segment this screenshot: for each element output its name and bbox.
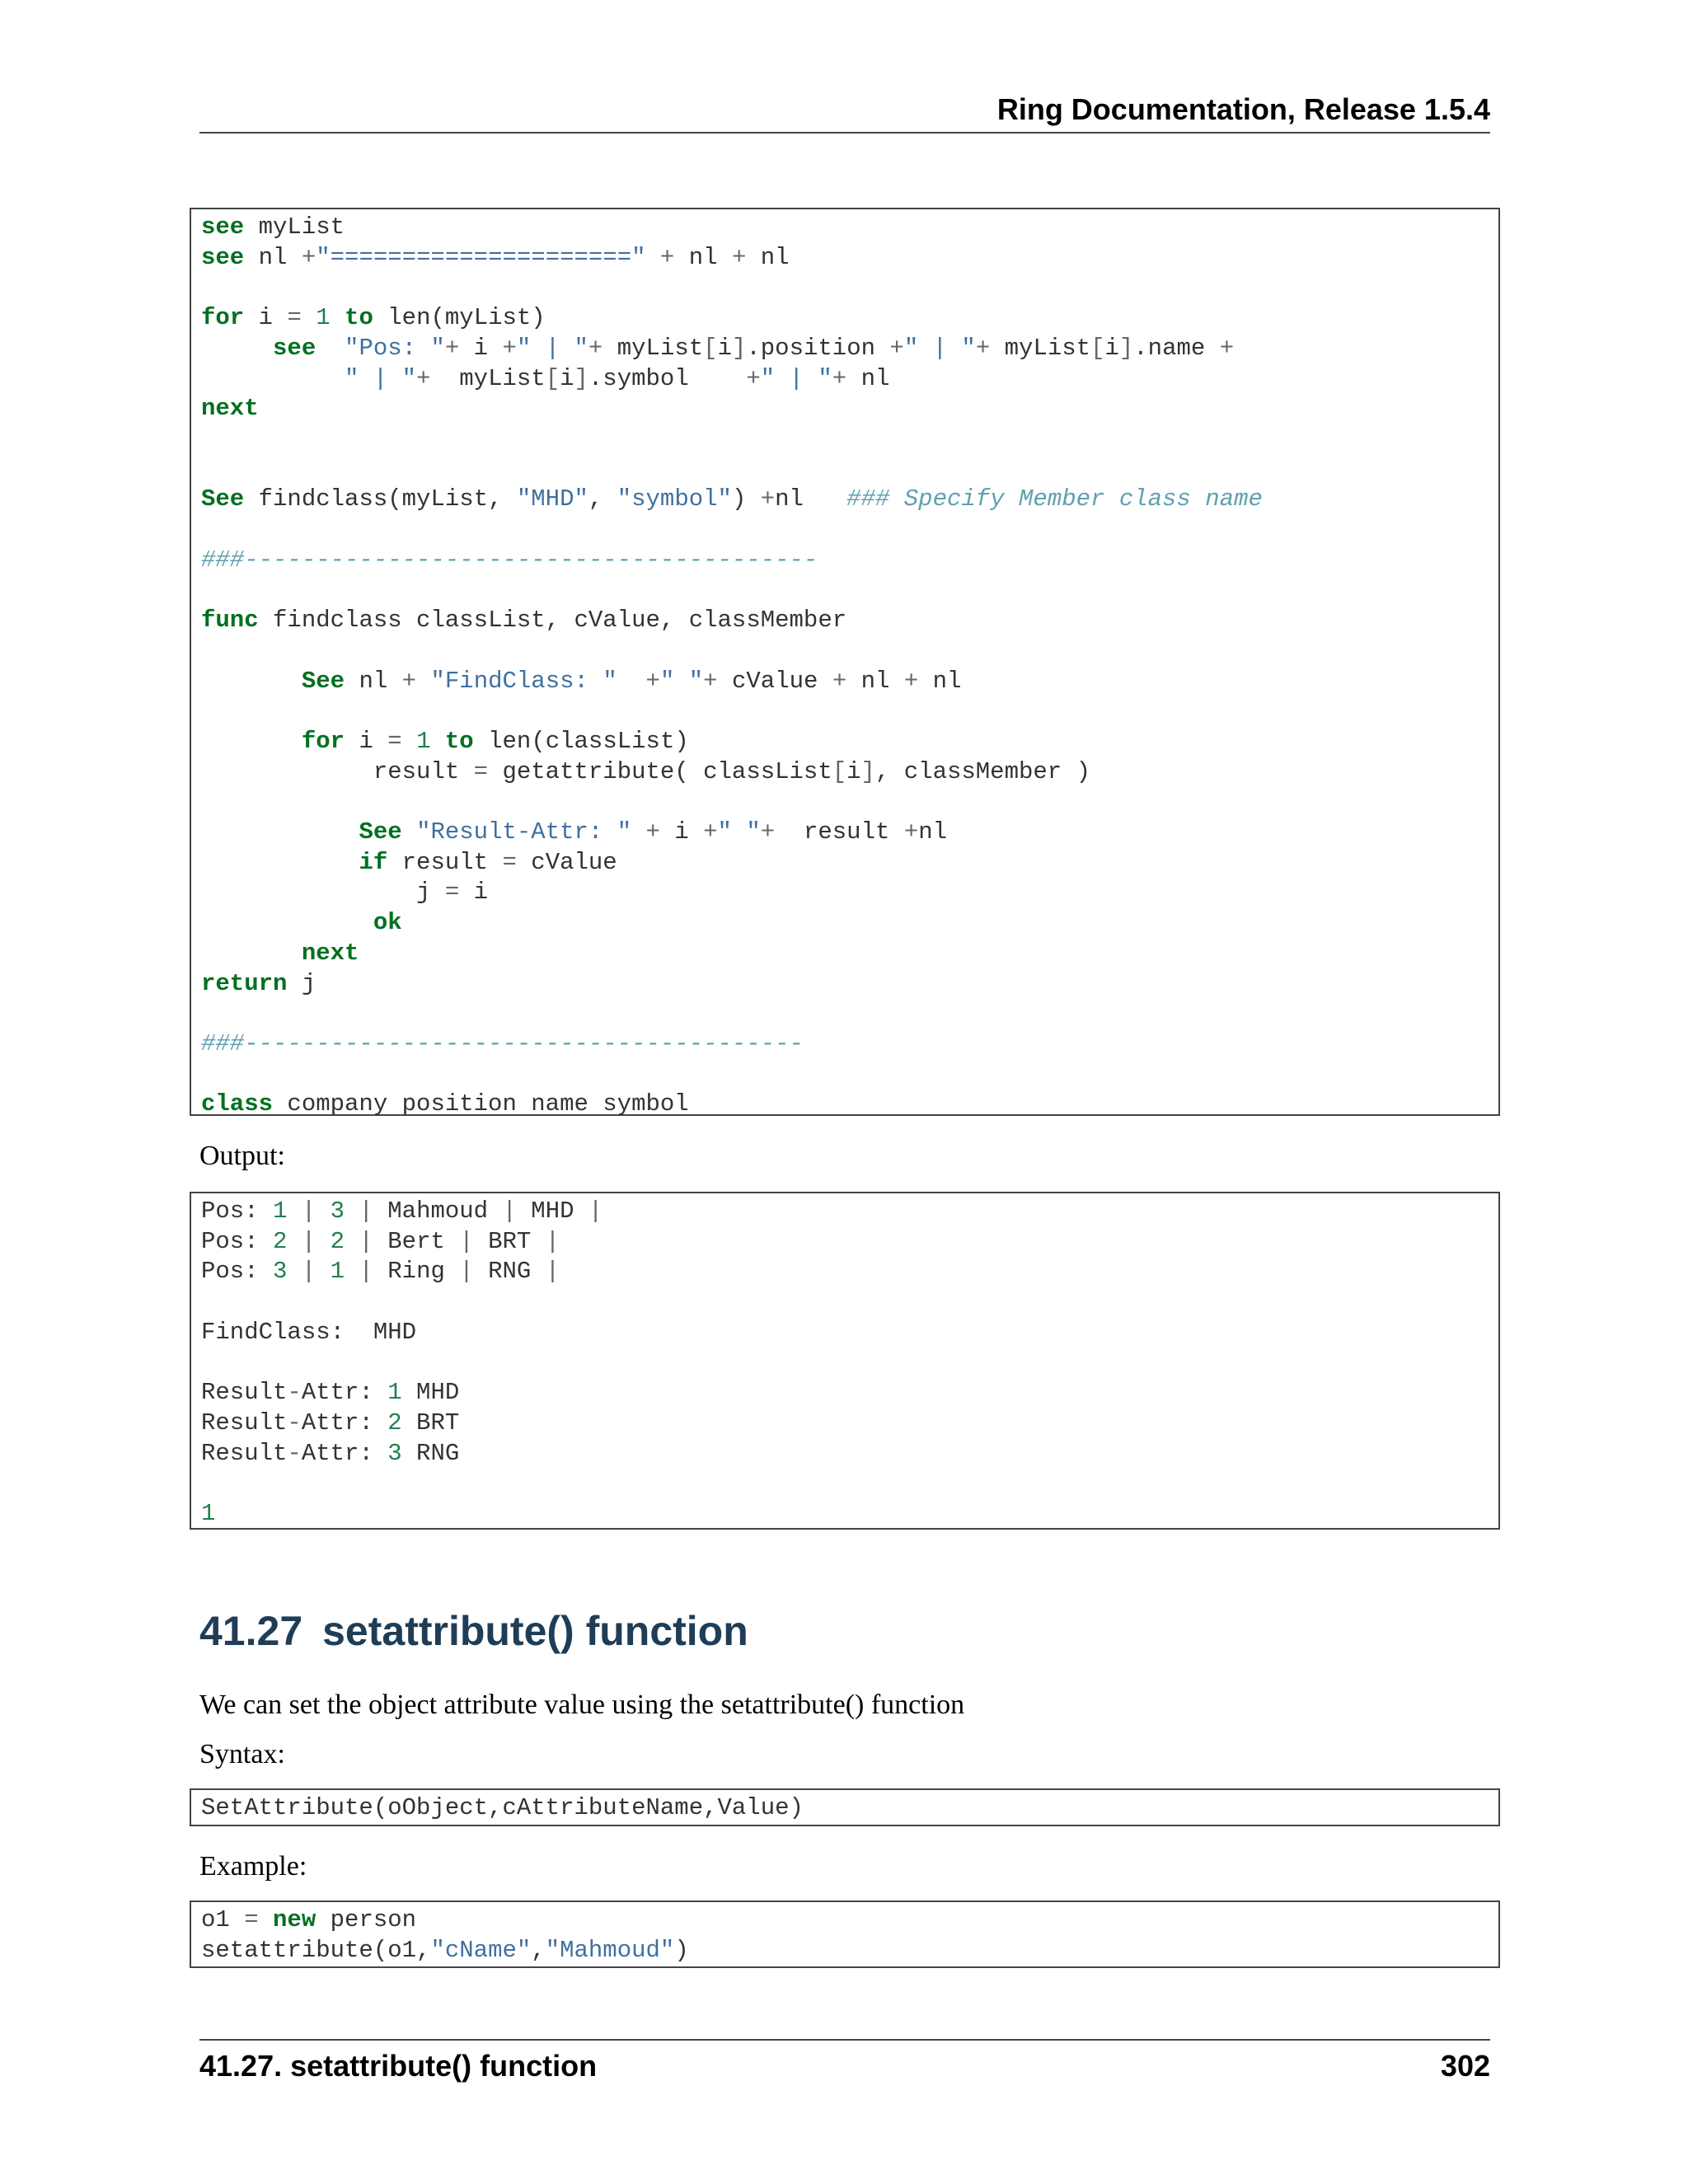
code-keyword: to (444, 727, 474, 755)
output-block (190, 1192, 1500, 1530)
code-comment: ###---------------------------------------- (201, 546, 818, 574)
code-line: o1 = new person (201, 1906, 417, 1933)
code-line: Pos: 3 | 1 | Ring | RNG | (201, 1258, 560, 1286)
code-operator: | (502, 1197, 517, 1225)
code-operator: [ (1090, 334, 1105, 362)
syntax-code (191, 1790, 1498, 1824)
code-operator: ] (1118, 334, 1134, 362)
code-string: "cName" (430, 1936, 532, 1964)
code-operator: + (401, 667, 417, 695)
code-operator: | (588, 1197, 603, 1225)
code-listing (191, 209, 1498, 1120)
example-label: Example: (199, 1851, 307, 1882)
code-operator: ] (860, 757, 875, 785)
code-keyword: ok (373, 909, 402, 937)
code-line: result = getattribute( classList[i], classMember ) (201, 757, 1090, 785)
code-line: if result = cValue (359, 848, 617, 876)
code-string: "symbol" (617, 485, 732, 513)
code-line: SetAttribute(oObject,cAttributeName,Value) (201, 1794, 804, 1821)
code-keyword: see (201, 243, 245, 271)
section-heading (199, 1607, 748, 1655)
code-operator: + (703, 818, 718, 846)
code-operator: + (731, 243, 747, 271)
code-operator: + (832, 364, 847, 392)
code-operator: [ (703, 334, 718, 362)
code-operator: = (502, 848, 517, 876)
code-number: 1 (330, 1258, 345, 1286)
code-keyword: See (301, 667, 345, 695)
code-operator: = (387, 727, 402, 755)
code-operator: [ (832, 757, 847, 785)
code-line: " | "+ myList[i].symbol +" | "+ nl (345, 364, 890, 392)
code-line: for i = 1 to len(classList) (301, 727, 689, 755)
code-string: " " (717, 818, 761, 846)
code-operator: + (1219, 334, 1235, 362)
code-line (201, 395, 259, 422)
code-keyword: if (359, 848, 388, 876)
code-operator: | (359, 1258, 373, 1286)
code-operator: = (287, 304, 302, 332)
code-operator: | (301, 1227, 316, 1255)
code-keyword: See (359, 818, 402, 846)
code-operator: ] (731, 334, 747, 362)
output-label: Output: (199, 1141, 285, 1171)
running-header (199, 92, 1490, 134)
code-operator: + (903, 818, 919, 846)
code-string: " | " (760, 364, 832, 392)
code-number: 1 (273, 1197, 288, 1225)
code-keyword: See (201, 485, 245, 513)
code-number: 2 (330, 1227, 345, 1255)
code-line: see "Pos: "+ i +" | "+ myList[i].position +" | "+ myList[i].name + (273, 334, 1235, 362)
code-line: See "Result-Attr: " + i +" "+ result +nl (359, 818, 948, 846)
code-operator: - (287, 1439, 302, 1467)
code-line (201, 1500, 215, 1527)
code-operator: | (301, 1258, 316, 1286)
code-line (201, 546, 818, 574)
code-line: Pos: 2 | 2 | Bert | BRT | (201, 1227, 560, 1255)
code-line (201, 940, 359, 967)
code-line: j = i (201, 879, 489, 907)
code-line: func findclass classList, cValue, classMember (201, 607, 847, 635)
code-operator: + (502, 334, 517, 362)
code-operator: = (473, 757, 489, 785)
code-string: "Mahmoud" (545, 1936, 675, 1964)
code-operator: + (645, 667, 660, 695)
code-keyword: see (201, 213, 245, 241)
code-operator: + (832, 667, 847, 695)
code-string: "FindClass: " (430, 667, 617, 695)
code-operator: + (975, 334, 991, 362)
code-number: 2 (387, 1408, 402, 1436)
code-operator: + (746, 364, 761, 392)
code-keyword: see (273, 334, 316, 362)
code-keyword: return (201, 969, 288, 997)
code-number: 3 (387, 1439, 402, 1467)
footer-section: 41.27. setattribute() function (199, 2049, 598, 2083)
code-block-findclass (190, 208, 1500, 1116)
section-number: 41.27 (199, 1608, 303, 1654)
code-operator: ] (574, 364, 588, 392)
code-keyword: func (201, 607, 259, 635)
syntax-label: Syntax: (199, 1739, 285, 1769)
code-operator: | (545, 1227, 560, 1255)
code-operator: | (359, 1197, 373, 1225)
code-line: see myList (201, 213, 345, 241)
code-number: 1 (387, 1379, 402, 1407)
code-operator: + (760, 818, 776, 846)
code-line: Result-Attr: 2 BRT (201, 1408, 460, 1436)
code-keyword: next (201, 395, 259, 423)
code-operator: + (703, 667, 718, 695)
code-line: setattribute(o1,"cName","Mahmoud") (201, 1936, 689, 1964)
code-number: 1 (316, 304, 331, 332)
code-string: " | " (345, 364, 417, 392)
code-string: " " (659, 667, 704, 695)
code-number: 1 (416, 727, 431, 755)
section-title: setattribute() function (322, 1608, 748, 1654)
code-string: "=====================" (316, 243, 646, 271)
code-operator: + (903, 667, 919, 695)
code-line: Result-Attr: 3 RNG (201, 1439, 460, 1467)
code-line: Result-Attr: 1 MHD (201, 1379, 460, 1407)
code-number: 3 (273, 1258, 288, 1286)
code-number: 1 (201, 1500, 216, 1528)
code-keyword: to (345, 304, 373, 332)
code-operator: | (359, 1227, 373, 1255)
code-keyword: new (273, 1906, 316, 1933)
code-string: "Result-Attr: " (416, 818, 632, 846)
code-operator: + (588, 334, 603, 362)
code-operator: - (287, 1408, 302, 1436)
code-operator: | (459, 1258, 474, 1286)
code-operator: + (760, 485, 776, 513)
code-line: for i = 1 to len(myList) (201, 304, 546, 332)
running-footer (199, 2039, 1490, 2093)
code-line (201, 1030, 804, 1057)
code-operator: + (889, 334, 904, 362)
code-string: "Pos: " (345, 334, 445, 362)
code-operator: - (287, 1379, 302, 1407)
code-line: See nl + "FindClass: " +" "+ cValue + nl + nl (301, 667, 962, 695)
code-string: " | " (903, 334, 976, 362)
code-line: Pos: 1 | 3 | Mahmoud | MHD | (201, 1197, 603, 1225)
code-operator: + (645, 818, 660, 846)
code-string: "MHD" (516, 485, 588, 513)
output-listing (191, 1193, 1498, 1530)
code-comment: ### Specify Member class name (846, 485, 1263, 513)
code-operator: + (659, 243, 675, 271)
section-intro: We can set the object attribute value using the setattribute() function (199, 1690, 965, 1720)
code-keyword: next (301, 939, 359, 967)
example-code (191, 1902, 1498, 1966)
code-operator: | (459, 1227, 474, 1255)
code-keyword: for (301, 727, 345, 755)
code-line (201, 909, 402, 936)
code-operator: + (416, 364, 431, 392)
code-number: 3 (330, 1197, 345, 1225)
code-operator: = (444, 879, 460, 907)
page-number: 302 (1440, 2049, 1490, 2083)
code-operator: | (301, 1197, 316, 1225)
code-operator: + (301, 243, 316, 271)
code-line: class company position name symbol (201, 1090, 689, 1118)
code-line: FindClass: MHD (201, 1318, 417, 1346)
header-title: Ring Documentation, Release 1.5.4 (996, 92, 1490, 126)
code-line: return j (201, 969, 316, 997)
code-operator: + (444, 334, 460, 362)
code-operator: = (244, 1906, 259, 1933)
syntax-block (190, 1788, 1500, 1826)
code-operator: [ (545, 364, 560, 392)
code-line: see nl +"=====================" + nl + nl (201, 243, 790, 271)
code-operator: | (545, 1258, 560, 1286)
code-string: " | " (516, 334, 588, 362)
code-line: See findclass(myList, "MHD", "symbol") +nl ### Specify Member class name (201, 485, 1263, 513)
code-comment: ###--------------------------------------- (201, 1029, 804, 1057)
code-keyword: class (201, 1090, 274, 1118)
example-block (190, 1900, 1500, 1968)
code-number: 2 (273, 1227, 288, 1255)
code-keyword: for (201, 304, 245, 332)
